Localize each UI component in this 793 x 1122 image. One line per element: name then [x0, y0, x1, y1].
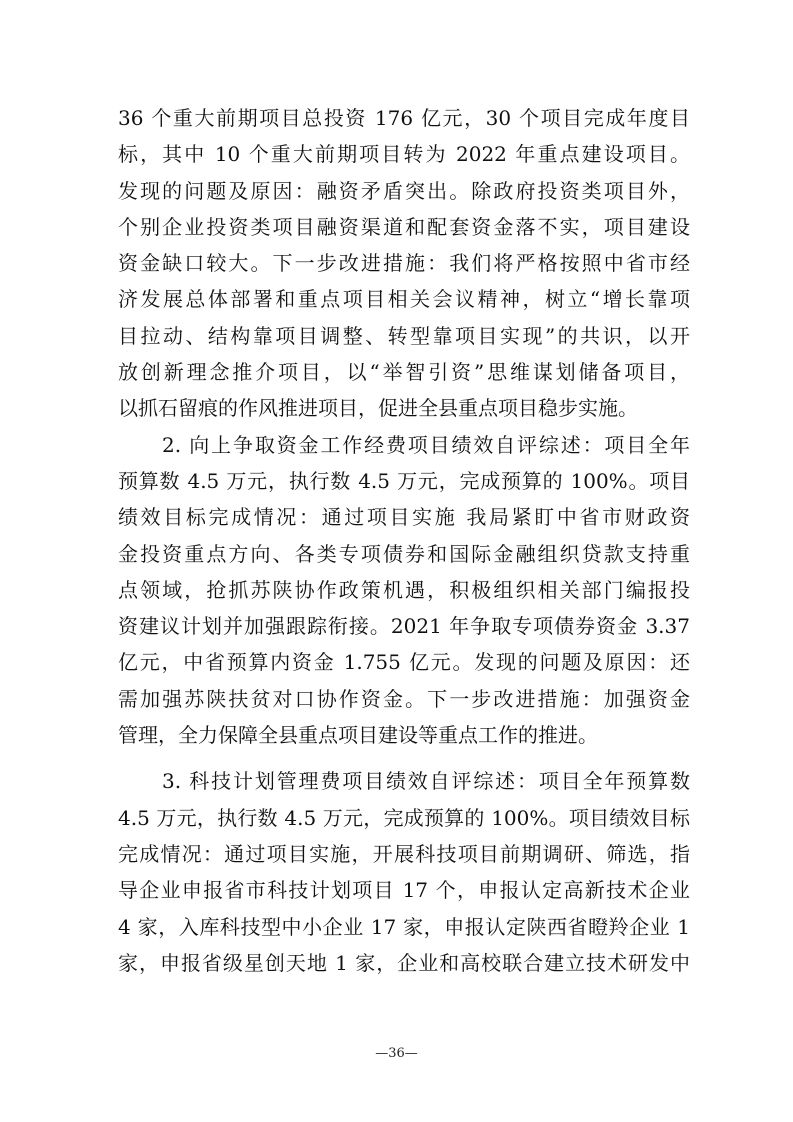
- text-line: 3. 科技计划管理费项目绩效自评综述：项目全年预算数: [162, 769, 690, 794]
- text-line: 目拉动、结构靠项目调整、转型靠项目实现”的共识，以开: [118, 323, 690, 348]
- text-line: 4.5 万元，执行数 4.5 万元，完成预算的 100%。项目绩效目标: [118, 805, 690, 830]
- text-line: 资金缺口较大。下一步改进措施：我们将严格按照中省市经: [118, 251, 690, 276]
- text-line: 点领域，抢抓苏陕协作政策机遇，积极组织相关部门编报投: [118, 577, 690, 602]
- text-line: 完成情况：通过项目实施，开展科技项目前期调研、筛选，指: [118, 841, 690, 866]
- text-line: 发现的问题及原因：融资矛盾突出。除政府投资类项目外，: [118, 178, 690, 203]
- text-line: 标，其中 10 个重大前期项目转为 2022 年重点建设项目。: [118, 142, 690, 167]
- text-line: 个别企业投资类项目融资渠道和配套资金落不实，项目建设: [118, 214, 690, 239]
- text-line: 家，申报省级星创天地 1 家，企业和高校联合建立技术研发中: [118, 950, 690, 975]
- text-line: 资建议计划并加强跟踪衔接。2021 年争取专项债券资金 3.37: [118, 614, 690, 639]
- body-text: [118, 100, 690, 981]
- text-line: 以抓石留痕的作风推进项目，促进全县重点项目稳步实施。: [118, 396, 638, 421]
- text-line: 4 家，入库科技型中小企业 17 家，申报认定陕西省瞪羚企业 1: [118, 914, 690, 939]
- text-line: 2. 向上争取资金工作经费项目绩效自评综述：项目全年: [162, 432, 690, 457]
- paragraph-2: [118, 427, 690, 754]
- text-line: 预算数 4.5 万元，执行数 4.5 万元，完成预算的 100%。项目: [118, 468, 690, 493]
- text-line: 济发展总体部署和重点项目相关会议精神，树立“增长靠项: [118, 287, 690, 312]
- paragraph-3: [118, 763, 690, 981]
- text-line: 管理，全力保障全县重点项目建设等重点工作的推进。: [118, 723, 598, 748]
- text-line: 放创新理念推介项目，以“举智引资”思维谋划储备项目，: [118, 360, 690, 385]
- text-line: 需加强苏陕扶贫对口协作资金。下一步改进措施：加强资金: [118, 686, 690, 711]
- text-line: 亿元，中省预算内资金 1.755 亿元。发现的问题及原因：还: [118, 650, 690, 675]
- page-number: —36—: [375, 1046, 418, 1061]
- text-line: 36 个重大前期项目总投资 176 亿元，30 个项目完成年度目: [118, 106, 690, 130]
- text-line: 绩效目标完成情况：通过项目实施 我局紧盯中省市财政资: [118, 505, 690, 530]
- paragraph-1: [118, 100, 690, 427]
- text-line: 金投资重点方向、各类专项债券和国际金融组织贷款支持重: [118, 541, 690, 566]
- text-line: 导企业申报省市科技计划项目 17 个，申报认定高新技术企业: [118, 878, 690, 903]
